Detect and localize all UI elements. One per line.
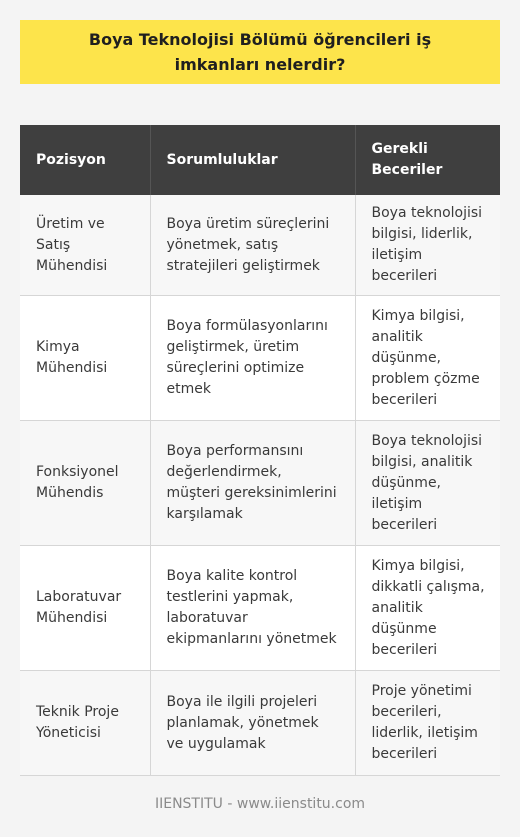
table-row — [20, 195, 500, 296]
job-table — [20, 125, 500, 776]
table-row — [20, 296, 500, 421]
table-header-row — [20, 125, 500, 195]
page-title: Boya Teknolojisi Bölümü öğrencileri iş imkanları nelerdir? — [88, 30, 432, 74]
cell-responsibilities: Boya performansını değerlendirmek, müşteri gereksinimlerini karşılamak — [150, 421, 355, 546]
cell-responsibilities: Boya ile ilgili projeleri planlamak, yönetmek ve uygulamak — [150, 671, 355, 776]
cell-position: Kimya Mühendisi — [20, 296, 150, 421]
cell-skills: Kimya bilgisi, analitik düşünme, problem çözme becerileri — [355, 296, 500, 421]
cell-skills: Kimya bilgisi, dikkatli çalışma, analitik düşünme becerileri — [355, 546, 500, 671]
header-pozisyon: Pozisyon — [20, 125, 150, 195]
cell-responsibilities: Boya üretim süreçlerini yönetmek, satış stratejileri geliştirmek — [150, 195, 355, 296]
table-row — [20, 546, 500, 671]
title-banner — [20, 20, 500, 84]
cell-position: Laboratuvar Mühendisi — [20, 546, 150, 671]
cell-position: Üretim ve Satış Mühendisi — [20, 195, 150, 296]
cell-skills: Boya teknolojisi bilgisi, analitik düşünme, iletişim becerileri — [355, 421, 500, 546]
cell-responsibilities: Boya kalite kontrol testlerini yapmak, laboratuvar ekipmanlarını yönetmek — [150, 546, 355, 671]
cell-position: Teknik Proje Yöneticisi — [20, 671, 150, 776]
cell-skills: Boya teknolojisi bilgisi, liderlik, iletişim becerileri — [355, 195, 500, 296]
cell-skills: Proje yönetimi becerileri, liderlik, iletişim becerileri — [355, 671, 500, 776]
table-row — [20, 421, 500, 546]
cell-responsibilities: Boya formülasyonlarını geliştirmek, üretim süreçlerini optimize etmek — [150, 296, 355, 421]
cell-position: Fonksiyonel Mühendis — [20, 421, 150, 546]
header-gerekli-beceriler: Gerekli Beceriler — [355, 125, 500, 195]
header-sorumluluklar: Sorumluluklar — [150, 125, 355, 195]
table-row — [20, 671, 500, 776]
footer-credit: IIENSTITU - www.iienstitu.com — [154, 796, 366, 812]
